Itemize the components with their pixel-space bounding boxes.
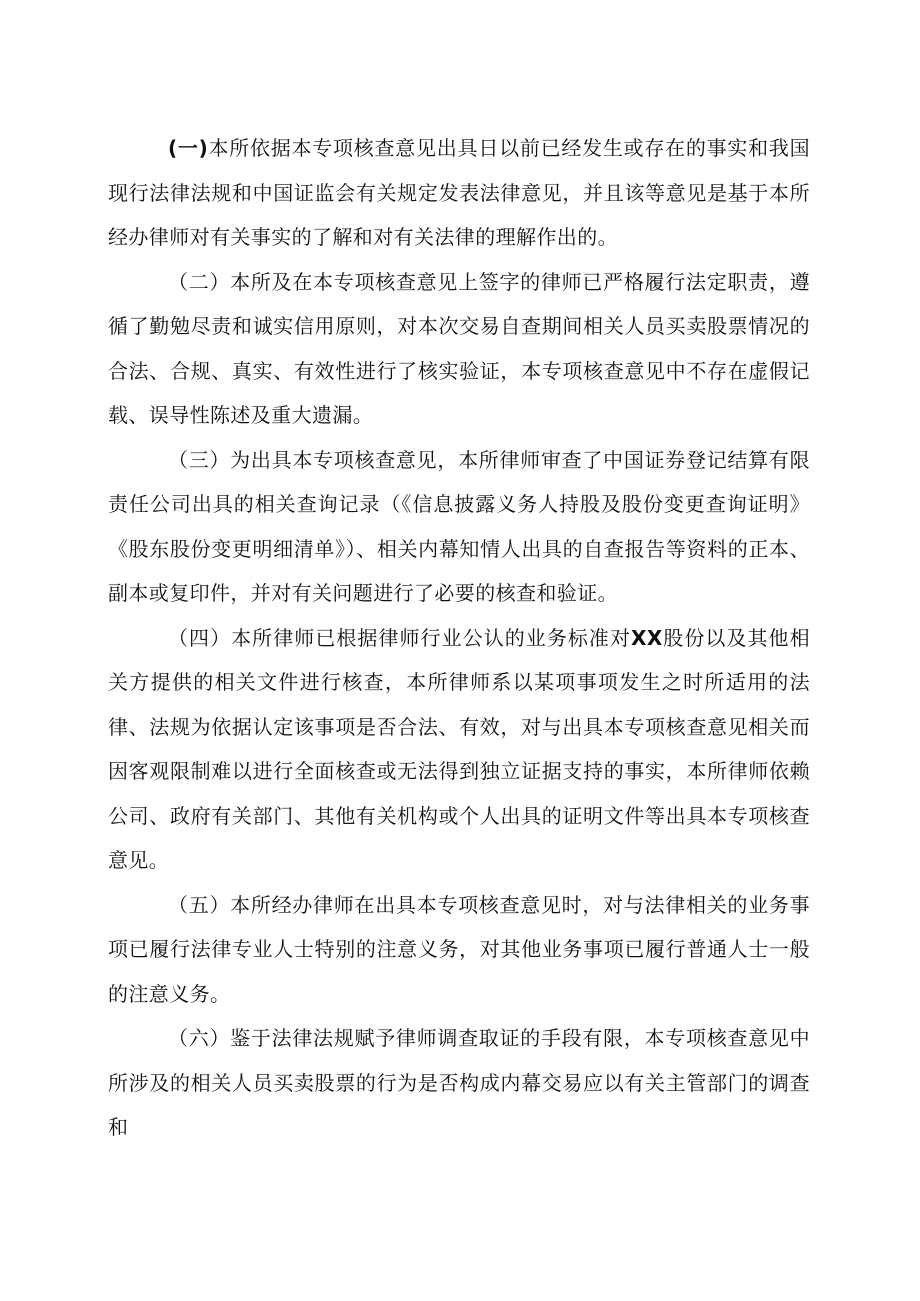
paragraph-1-marker: (一) [168,136,209,160]
company-placeholder: XX [631,625,663,650]
paragraph-3-text: （三）为出具本专项核查意见，本所律师审查了中国证券登记结算有限责任公司出具的相关查询记录（《信息披露义务人持股及股份变更查询证明》《股东股份变更明细清单》）、相关内幕知情人出具的自查报告等资料的正本、副本或复印件，并对有关问题进行了必要的核查和验证。 [108,447,810,605]
paragraph-4-text-before: （四）本所律师已根据律师行业公认的业务标准对 [168,625,632,650]
paragraph-1 [108,126,810,260]
paragraph-5 [108,883,810,1017]
document-body [108,126,810,1150]
paragraph-2 [108,260,810,438]
paragraph-1-text: 本所依据本专项核查意见出具日以前已经发生或存在的事实和我国现行法律法规和中国证监会有关规定发表法律意见，并且该等意见是基于本所经办律师对有关事实的了解和对有关法律的理解作出的。 [108,136,810,249]
paragraph-3 [108,438,810,616]
paragraph-2-text: （二）本所及在本专项核查意见上签字的律师已严格履行法定职责，遵循了勤勉尽责和诚实信用原则，对本次交易自查期间相关人员买卖股票情况的合法、合规、真实、有效性进行了核实验证，本专项核查意见中不存在虚假记载、误导性陈述及重大遗漏。 [108,269,810,427]
paragraph-4 [108,616,810,883]
paragraph-4-text-after: 股份以及其他相关方提供的相关文件进行核查，本所律师系以某项事项发生之时所适用的法律、法规为依据认定该事项是否合法、有效，对与出具本专项核查意见相关而因客观限制难以进行全面核查或无法得到独立证据支持的事实，本所律师依赖公司、政府有关部门、其他有关机构或个人出具的证明文件等出具本专项核查意见。 [108,625,810,872]
paragraph-6 [108,1016,810,1150]
paragraph-5-text: （五）本所经办律师在出具本专项核查意见时，对与法律相关的业务事项已履行法律专业人士特别的注意义务，对其他业务事项已履行普通人士一般的注意义务。 [108,892,810,1006]
paragraph-6-text: （六）鉴于法律法规赋予律师调查取证的手段有限，本专项核查意见中所涉及的相关人员买卖股票的行为是否构成内幕交易应以有关主管部门的调查和 [108,1026,810,1139]
